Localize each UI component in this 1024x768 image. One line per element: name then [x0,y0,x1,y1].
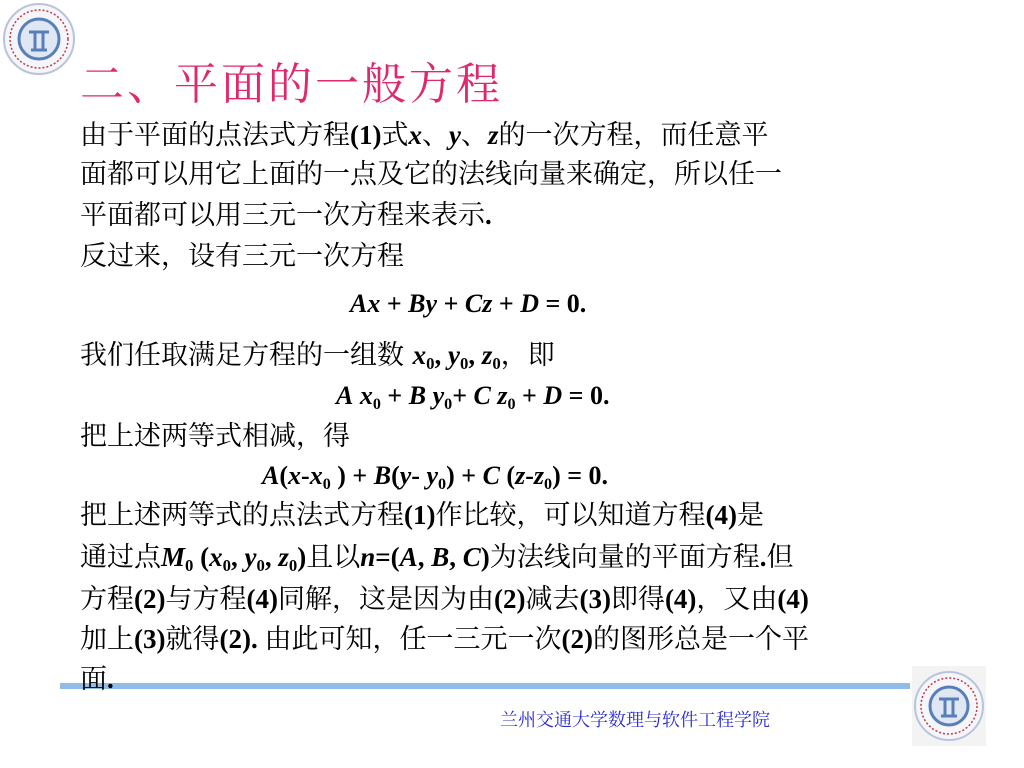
coef-D: D [543,381,563,410]
coef-C: C [464,289,483,318]
text-run: 即得 [610,584,665,615]
var-y: y [425,289,438,318]
paren: ( [193,542,210,572]
coef-C: C [462,542,481,572]
operator: + [515,381,544,410]
operator: + [437,289,465,318]
coef-C: C [473,381,491,410]
text-run: 是 [736,500,764,531]
operator: ) + [446,461,483,490]
operator: + [492,289,521,318]
equation-ref: (2). [219,624,265,654]
subscript: 0 [185,556,194,576]
comma: , [468,340,482,370]
para5-line4 [80,622,809,657]
para5-line1 [80,498,764,533]
equation-ref: (1) [350,120,382,150]
operator: - [525,461,534,490]
text-run: 但 [766,542,794,573]
equation-point-substitution [336,380,609,412]
equation-ref: (2) [134,584,166,614]
text-run: . [107,664,114,694]
var-z: z [278,542,289,572]
text-run: 的图形总是一个平 [592,624,809,655]
operator: + [380,381,409,410]
subscript: 0 [438,475,447,493]
equation-ref: (2) [493,584,526,614]
page-title: 二、平面的一般方程 [80,59,503,110]
paren: ) [297,542,307,572]
coef-B: B [408,289,426,318]
text-run: . [759,542,767,572]
text-run: 减去 [525,584,580,615]
equation-ref: (4) [777,584,809,614]
para4-line1: 把上述两等式相减，得 [80,421,350,452]
para2-line1: 反过来，设有三元一次方程 [80,241,404,272]
var-x: x [288,461,302,490]
university-logo-top [2,2,76,76]
operator: =( [375,542,400,572]
operator: - [411,461,427,490]
var-y: y [447,340,460,370]
paren: ( [499,461,516,490]
coef-A: A [336,381,354,410]
operator: - [301,461,310,490]
var-z: z [497,381,508,410]
var-x: x [359,381,373,410]
text-run: 与方程 [165,584,247,615]
coef-A: A [350,289,368,318]
equation-difference [262,460,608,492]
subscript: 0 [426,354,435,374]
text-run: 同解，这是因为由 [277,584,494,615]
var-y0: y [426,461,439,490]
var-y: y [448,120,461,150]
subscript: 0 [322,475,331,493]
divider-bar [60,683,910,689]
coef-D: D [520,289,539,318]
seal-icon [912,666,986,746]
subscript: 0 [544,475,553,493]
operator: ) + [330,461,374,490]
subscript: 0 [459,354,469,374]
operator: + [380,289,409,318]
subscript: 0 [256,556,265,576]
text-run: 、 [460,120,488,151]
para5-line3 [80,582,809,617]
subscript: 0 [222,556,232,576]
text-run: . [485,200,492,230]
coef-B: B [408,381,427,410]
equation-ref: (4) [246,584,278,614]
var-z0: z [533,461,544,490]
text-run: 式 [381,120,409,151]
text-run: 面 [80,664,107,695]
subscript: 0 [288,556,298,576]
subscript: 0 [507,395,516,413]
coef-C: C [482,461,500,490]
text-run: 的一次方程，而任意平 [498,120,769,151]
var-y: y [399,461,412,490]
coef-A: A [262,461,280,490]
equation-ref: (3) [579,584,611,614]
normal-vector-n: n [360,542,376,572]
text-run: 把上述两等式的点法式方程 [80,500,404,531]
university-logo-bottom [912,666,986,746]
text-run: 且以 [306,542,361,573]
text-run: 平面都可以用三元一次方程来表示 [80,200,485,231]
coef-A: A [399,542,418,572]
text-run: 通过点 [80,542,161,573]
var-x0: x [309,461,323,490]
para1-line2: 面都可以用它上面的一点及它的法线向量来确定，所以任一 [80,159,782,190]
text-run: 加上 [80,624,134,655]
text-run: 方程 [80,584,134,615]
var-y: y [432,381,445,410]
equation-ref: (1) [404,500,436,530]
text-run: 就得 [165,624,220,655]
equals-zero: = 0. [562,381,610,410]
equation-ref: (2) [561,624,593,654]
subscript: 0 [372,395,381,413]
para5-line5 [80,662,114,697]
text-run: ，即 [500,340,555,371]
subscript: 0 [492,354,501,374]
var-z: z [515,461,526,490]
paren: ( [279,461,289,490]
comma: , [264,542,279,572]
comma: , [434,340,448,370]
comma: , [231,542,245,572]
seal-icon [2,2,76,76]
coef-B: B [431,542,450,572]
para1-line3 [80,198,492,233]
operator: + [452,381,474,410]
equals-zero: = 0. [538,289,587,318]
var-x: x [408,120,422,150]
var-z: z [481,340,493,370]
var-x: x [209,542,223,572]
para1-line1 [80,118,768,153]
comma: , [417,542,432,572]
text-run: 作比较，可以知道方程 [435,500,706,531]
text-run: 为法线向量的平面方程 [489,542,760,573]
paren: ) [480,542,490,572]
var-x: x [367,289,381,318]
para3-line1 [80,338,555,373]
equation-general-form [350,288,586,320]
text-run: 、 [421,120,449,151]
var-y: y [244,542,257,572]
point-M: M [161,542,186,572]
para5-line2 [80,540,793,575]
comma: , [449,542,463,572]
equation-ref: (3) [134,624,166,654]
text-run: 由此可知，任一三元一次 [264,624,562,655]
equation-ref: (4) [664,584,697,614]
var-z: z [487,120,499,150]
text-run: ，又由 [696,584,778,615]
paren: ( [391,461,400,490]
var-z: z [482,289,493,318]
text-run: 我们任取满足方程的一组数 [80,340,413,371]
coef-B: B [373,461,392,490]
equation-ref: (4) [705,500,737,530]
text-run: 由于平面的点法式方程 [80,120,350,151]
equals-zero: ) = 0. [552,461,609,490]
var-x: x [412,340,427,370]
subscript: 0 [444,395,453,413]
footer-institution: 兰州交通大学数理与软件工程学院 [500,710,770,731]
